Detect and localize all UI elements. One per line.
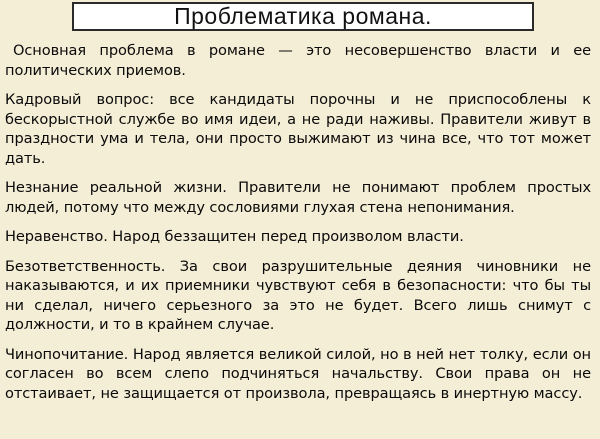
- slide-body: [5, 41, 591, 413]
- paragraph-personnel-question: Кадровый вопрос: все кандидаты порочны и не приспособлены к бескорыстной службе во имя идеи, а не ради наживы. Правители живут в праздности ума и тела, они просто выжимают из чина все, что тот может дать.: [5, 91, 591, 167]
- slide-title: Проблематика романа.: [72, 2, 534, 31]
- paragraph-irresponsibility: Безответственность. За свои разрушительные деяния чиновники не наказываются, и их приемники чувствуют себя в безопасности: что бы ты ни сделал, ничего серьезного за это не будет. Всего лишь снимут с должности, и то в крайнем случае.: [5, 257, 591, 333]
- paragraph-inequality: Неравенство. Народ беззащитен перед произволом власти.: [5, 228, 464, 245]
- paragraph-rank-worship: Чинопочитание. Народ является великой силой, но в ней нет толку, если он согласен во всем слепо подчиняться начальству. Свои права он не отстаивает, не защищается от произвола, превращаясь в инертную массу.: [5, 345, 591, 402]
- paragraph-main-problem: Основная проблема в романе — это несовершенство власти и ее политических приемов.: [5, 42, 591, 79]
- paragraph-ignorance-of-life: Незнание реальной жизни. Правители не понимают проблем простых людей, потому что между сословиями глухая стена непонимания.: [5, 179, 591, 216]
